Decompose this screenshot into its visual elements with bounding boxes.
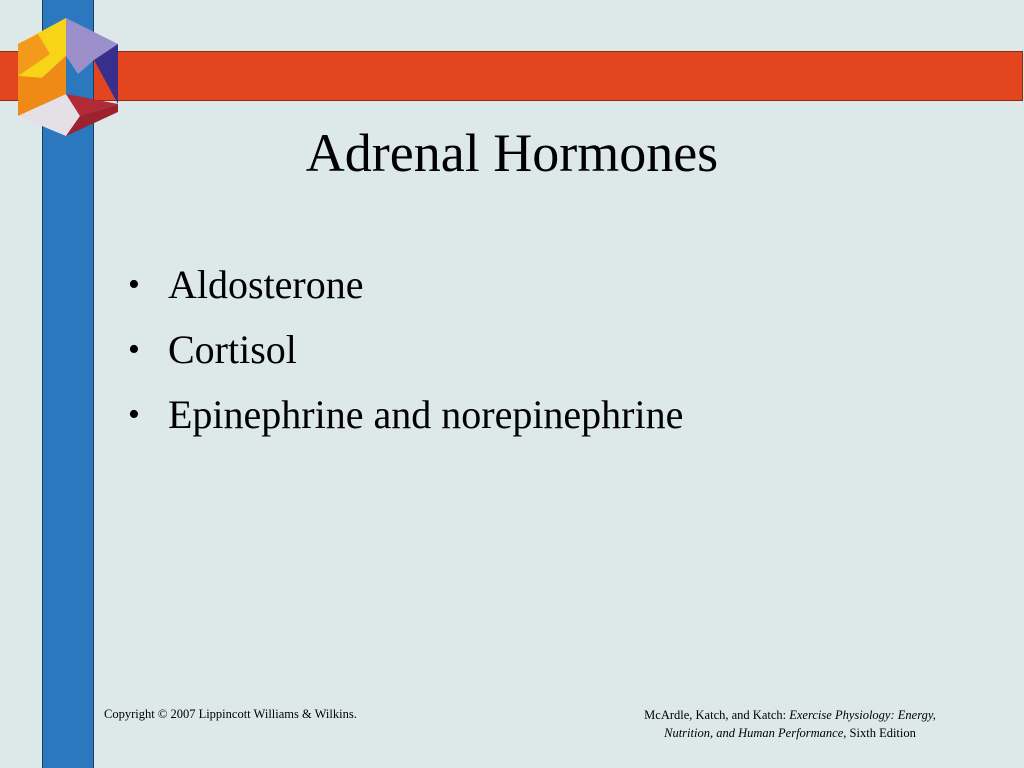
bullet-marker: • bbox=[128, 396, 140, 433]
list-item bbox=[128, 382, 683, 447]
bullet-list bbox=[128, 252, 683, 447]
bullet-marker: • bbox=[128, 331, 140, 368]
citation-edition: Sixth Edition bbox=[846, 726, 916, 740]
bullet-text: Cortisol bbox=[168, 327, 297, 372]
citation-title-line1: Exercise Physiology: Energy, bbox=[789, 708, 936, 722]
header-red-bar bbox=[0, 51, 1023, 101]
bullet-text: Aldosterone bbox=[168, 262, 364, 307]
footer-citation bbox=[590, 706, 990, 742]
list-item bbox=[128, 317, 683, 382]
bullet-marker: • bbox=[128, 266, 140, 303]
list-item bbox=[128, 252, 683, 317]
bullet-text: Epinephrine and norepinephrine bbox=[168, 392, 684, 437]
citation-authors: McArdle, Katch, and Katch: bbox=[644, 708, 790, 722]
slide-title: Adrenal Hormones bbox=[305, 123, 719, 183]
footer-copyright: Copyright © 2007 Lippincott Williams & Wilkins. bbox=[104, 707, 357, 721]
citation-title-line2: Nutrition, and Human Performance, bbox=[664, 726, 847, 740]
